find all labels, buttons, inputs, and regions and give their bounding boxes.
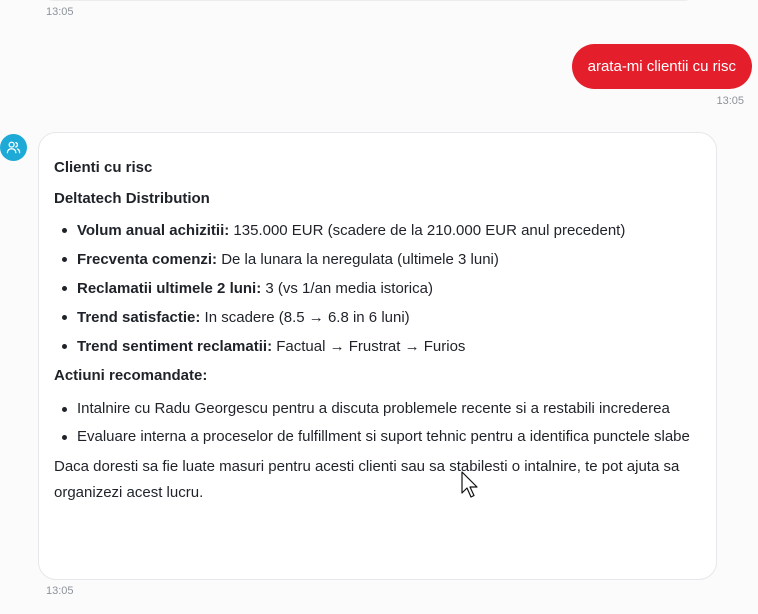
list-item: Evaluare interna a proceselor de fulfillment si suport tehnic pentru a identifica punctele slabe bbox=[54, 424, 700, 450]
fact-value: De la lunara la neregulata (ultimele 3 luni) bbox=[217, 251, 499, 268]
fact-value: Factual → Frustrat → Furios bbox=[272, 338, 466, 355]
list-item bbox=[54, 278, 700, 299]
closing-text: Daca doresti sa fie luate masuri pentru acesti clienti sau sa stabilesti o intalnire, te pot ajuta sa organizezi acest lucru. bbox=[54, 458, 680, 501]
message-title: Clienti cu risc bbox=[54, 159, 153, 176]
company-name: Deltatech Distribution bbox=[54, 190, 210, 207]
users-icon bbox=[6, 140, 21, 155]
list-item bbox=[54, 249, 700, 270]
fact-label: Trend satisfactie: bbox=[77, 309, 201, 326]
fact-value: 135.000 EUR (scadere de la 210.000 EUR anul precedent) bbox=[229, 222, 626, 239]
fact-value: 3 (vs 1/an media istorica) bbox=[261, 280, 433, 297]
mouse-cursor-icon bbox=[461, 471, 481, 499]
fact-label: Trend sentiment reclamatii: bbox=[77, 338, 273, 355]
risk-facts-list bbox=[54, 220, 700, 357]
actions-heading: Actiuni recomandate: bbox=[54, 367, 208, 384]
list-item bbox=[54, 336, 700, 357]
message-timestamp: 13:05 bbox=[46, 6, 74, 18]
assistant-message-timestamp: 13:05 bbox=[46, 585, 74, 597]
list-item bbox=[54, 220, 700, 241]
assistant-avatar bbox=[0, 134, 27, 161]
fact-value: In scadere (8.5 → 6.8 in 6 luni) bbox=[200, 309, 410, 326]
assistant-message-bubble bbox=[38, 132, 717, 580]
previous-message-bubble bbox=[38, 0, 700, 1]
fact-label: Frecventa comenzi: bbox=[77, 251, 218, 268]
user-message-timestamp: 13:05 bbox=[716, 95, 744, 107]
list-item: Intalnire cu Radu Georgescu pentru a discuta problemele recente si a restabili increderea bbox=[54, 396, 700, 422]
user-message-bubble: arata-mi clientii cu risc bbox=[572, 44, 752, 89]
fact-label: Volum anual achizitii: bbox=[77, 222, 230, 239]
recommended-actions-list bbox=[54, 396, 700, 450]
fact-label: Reclamatii ultimele 2 luni: bbox=[77, 280, 262, 297]
list-item bbox=[54, 307, 700, 328]
